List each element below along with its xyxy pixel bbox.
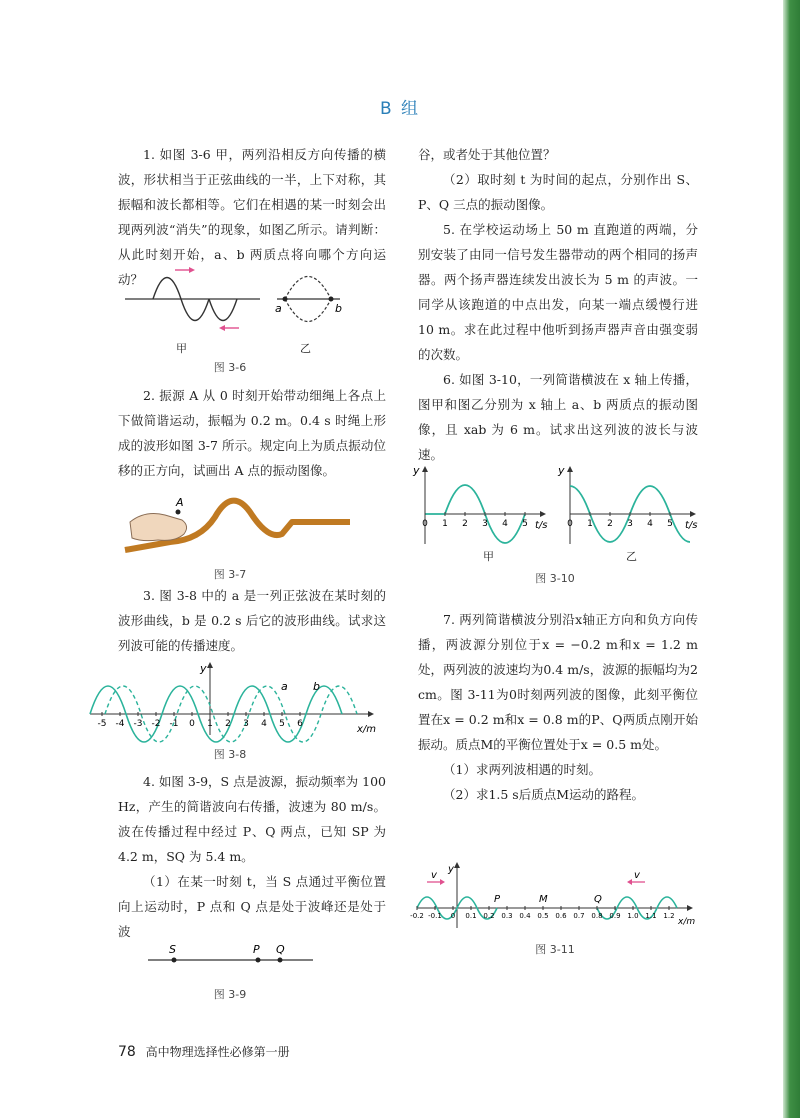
- fig311-tick-label: 0.7: [573, 912, 585, 920]
- fig310-left-tick-label: 4: [502, 519, 508, 529]
- fig311-tick-label: 0.3: [501, 912, 513, 920]
- fig310-right-tick-label: 0: [567, 519, 573, 529]
- fig311-tick-label: -0.1: [428, 912, 442, 920]
- question-4-continued: 谷，或者处于其他位置？: [418, 147, 556, 162]
- fig38-label-b: b: [313, 680, 320, 693]
- fig310-left-tick-label: 0: [422, 519, 428, 529]
- figure-3-11: [412, 860, 702, 930]
- fig310-right-plot: [557, 464, 698, 544]
- fig38-x-label: x/m: [357, 724, 377, 735]
- fig37-hand: [130, 514, 187, 541]
- figure-3-7: [120, 482, 355, 557]
- section-heading: B 组: [379, 99, 421, 119]
- fig39-label-s: S: [169, 943, 176, 956]
- fig36-caption: 图 3-6: [213, 361, 247, 374]
- figure-3-8: [85, 660, 385, 740]
- fig38-tick-label: 4: [261, 719, 267, 729]
- fig311-arrowhead-right: [440, 879, 445, 885]
- fig311-tick-label: 1.0: [627, 912, 639, 920]
- fig310-left-label: 甲: [483, 550, 494, 563]
- fig37-point-a: [176, 510, 181, 515]
- fig36-point-b: [329, 297, 334, 302]
- fig36-arrowhead-right: [189, 267, 195, 273]
- fig310-left-t-label: t/s: [535, 520, 548, 531]
- question-7-part-1: （1）求两列波相遇的时刻。: [443, 762, 601, 777]
- question-2: [118, 383, 386, 483]
- fig311-x-label: x/m: [678, 917, 696, 927]
- fig36-label-a: a: [275, 302, 282, 315]
- fig311-tick-label: 0.4: [519, 912, 531, 920]
- fig38-tick-label: 6: [297, 719, 303, 729]
- fig39-label-p: P: [253, 943, 260, 956]
- question-7: [418, 607, 698, 807]
- fig310-left-tick-label: 2: [462, 519, 468, 529]
- fig311-label-v1: v: [431, 870, 437, 881]
- fig38-tick-label: -2: [151, 719, 161, 729]
- fig310-right-y-label: y: [558, 464, 565, 477]
- page-footer: [118, 1043, 290, 1060]
- fig311-arrowhead-left: [627, 879, 632, 885]
- question-5-text: 5. 在学校运动场上 50 m 直跑道的两端，分别安装了由同一信号发生器带动的两个相同的扬声器。两个扬声器连续发出波长为 5 m 的声波。一同学从该跑道的中点出发，向某一端点缓慢行进 10 m。求在此过程中他听到扬声器声音由强变弱的次数。: [418, 222, 698, 362]
- fig36-arrowhead-left: [219, 325, 225, 331]
- fig310-right-tick-label: 2: [607, 519, 613, 529]
- fig38-caption: 图 3-8: [213, 748, 247, 761]
- fig310-left-y-arrow: [422, 466, 428, 472]
- fig311-tick-label: 0.6: [555, 912, 567, 920]
- fig38-x-arrow: [368, 711, 374, 717]
- fig310-left-y-label: y: [413, 464, 420, 477]
- page-edge-green-bar: [783, 0, 800, 1118]
- fig310-right-tick-label: 3: [627, 519, 633, 529]
- fig38-tick-label: -5: [97, 719, 107, 729]
- fig38-tick-label: -1: [169, 719, 179, 729]
- fig311-tick-label: 0.5: [537, 912, 549, 920]
- fig311-y-label: y: [448, 864, 454, 875]
- fig38-tick-label: 5: [279, 719, 285, 729]
- fig311-tick-label: 0.9: [609, 912, 621, 920]
- page-number: 78: [118, 1044, 136, 1060]
- question-7-part-2: （2）求1.5 s后质点M运动的路程。: [443, 787, 645, 802]
- fig39-label-q: Q: [276, 943, 285, 956]
- fig39-point-q: [278, 958, 283, 963]
- fig37-caption: 图 3-7: [213, 568, 247, 581]
- fig39-point-p: [256, 958, 261, 963]
- fig38-label-a: a: [281, 680, 288, 693]
- fig36-dashed-trough: [285, 299, 331, 322]
- fig310-right-tick-label: 4: [647, 519, 653, 529]
- fig38-tick-label: 1: [207, 719, 213, 729]
- fig311-caption: 图 3-11: [535, 943, 575, 956]
- fig311-tick-label: 1.1: [645, 912, 657, 920]
- fig311-tick-label: 0.1: [465, 912, 477, 920]
- right-column-text: [418, 142, 698, 467]
- fig311-tick-label: 0.2: [483, 912, 495, 920]
- question-7-text: 7. 两列简谐横波分别沿x轴正方向和负方向传播，两波源分别位于x = −0.2 m和x = 1.2 m处，两列波的波速均为0.4 m/s，波源的振幅均为2 cm。图 3-11为0时刻两列波的图像，此刻平衡位置在x = 0.2 m和x = 0.8 m的P、Q两质点刚开始振动。质点M的平衡位置处于x = 0.5 m处。: [418, 612, 698, 752]
- question-6-text: 6. 如图 3-10，一列简谐横波在 x 轴上传播，图甲和图乙分别为 x 轴上 a、b 两质点的振动图像，且 xab 为 6 m。试求出这列波的波长与波速。: [418, 372, 698, 462]
- fig38-tick-label: -3: [133, 719, 143, 729]
- fig38-tick-label: 2: [225, 719, 231, 729]
- fig311-label-p: P: [494, 894, 501, 905]
- fig310-left-tick-label: 1: [442, 519, 448, 529]
- fig39-point-s: [172, 958, 177, 963]
- fig310-right-tick-label: 5: [667, 519, 673, 529]
- book-title: 高中物理选择性必修第一册: [145, 1045, 290, 1059]
- fig311-tick-label: 0.8: [591, 912, 603, 920]
- question-2-text: 2. 振源 A 从 0 时刻开始带动细绳上各点上下做简谐运动，振幅为 0.2 m。0.4 s 时绳上形成的波形如图 3-7 所示。规定向上为质点振动位移的正方向，试画出 A 点的振动图像。: [118, 388, 386, 478]
- fig310-left-plot: [412, 464, 548, 544]
- fig310-right-ticks: [567, 512, 673, 529]
- question-4-part-2: （2）取时刻 t 为时间的起点，分别作出 S、P、Q 三点的振动图像。: [418, 172, 698, 212]
- fig38-y-arrow: [207, 662, 213, 668]
- fig310-right-t-label: t/s: [685, 520, 698, 531]
- fig310-left-tick-label: 3: [482, 519, 488, 529]
- fig311-label-q: Q: [594, 894, 602, 905]
- fig311-tick-label: 1.2: [663, 912, 675, 920]
- fig311-label-v2: v: [634, 870, 640, 881]
- question-3-text: 3. 图 3-8 中的 a 是一列正弦波在某时刻的波形曲线，b 是 0.2 s 后它的波形曲线。试求这列波可能的传播速度。: [118, 588, 386, 653]
- fig36-point-a: [283, 297, 288, 302]
- fig310-left-t-arrow: [540, 511, 546, 517]
- question-4-part-1: （1）在某一时刻 t，当 S 点通过平衡位置向上运动时，P 点和 Q 点是处于波峰还是处于波: [118, 874, 386, 939]
- question-4-text: 4. 如图 3-9，S 点是波源，振动频率为 100 Hz，产生的简谐波向右传播，波速为 80 m/s。波在传播过程中经过 P、Q 两点，已知 SP 为 4.2 m，SQ 为 5.4 m。: [118, 774, 386, 864]
- question-4: [118, 769, 386, 944]
- fig36-trough: [209, 299, 237, 321]
- fig311-x-arrow: [687, 905, 693, 911]
- fig36-dashed-crest: [285, 277, 331, 300]
- fig311-y-arrow: [454, 862, 460, 868]
- fig310-caption: 图 3-10: [535, 572, 575, 585]
- figure-3-6: [125, 262, 355, 337]
- fig310-right-label: 乙: [626, 550, 637, 563]
- fig310-right-t-arrow: [690, 511, 696, 517]
- fig36-right-label: 乙: [300, 342, 311, 355]
- fig38-y-label: y: [200, 662, 207, 675]
- figure-3-10: [405, 462, 715, 547]
- fig311-tick-label: -0.2: [410, 912, 424, 920]
- fig311-tick-label: 0: [450, 912, 456, 920]
- fig37-label-a: A: [176, 496, 184, 509]
- fig36-left-label: 甲: [176, 342, 187, 355]
- fig310-right-y-arrow: [567, 466, 573, 472]
- fig38-tick-label: 3: [243, 719, 249, 729]
- question-1-text: 1. 如图 3-6 甲，两列沿相反方向传播的横波，形状相当于正弦曲线的一半，上下对称，其振幅和波长都相等。它们在相遇的某一时刻会出现两列波“消失”的现象，如图乙所示。请判断：从此时刻开始，a、b 两质点将向哪个方向运动？: [118, 147, 386, 287]
- question-3: [118, 583, 386, 658]
- fig36-label-b: b: [335, 302, 342, 315]
- fig38-tick-label: -4: [115, 719, 125, 729]
- fig310-left-tick-label: 5: [522, 519, 528, 529]
- figure-3-9: [148, 940, 318, 970]
- fig310-right-tick-label: 1: [587, 519, 593, 529]
- fig311-label-m: M: [539, 894, 548, 905]
- fig38-tick-label: 0: [189, 719, 195, 729]
- fig39-caption: 图 3-9: [213, 988, 247, 1001]
